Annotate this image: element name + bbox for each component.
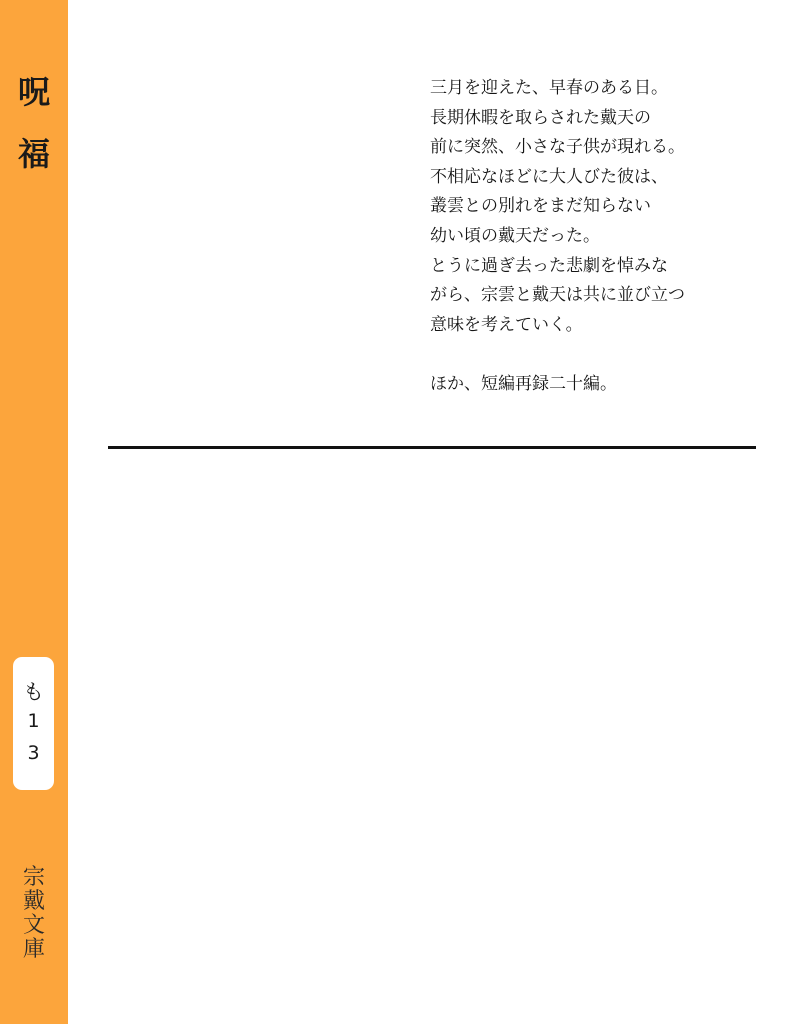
synopsis-line: 長期休暇を取らされた戴天の (430, 107, 651, 128)
publisher-label (0, 866, 68, 962)
synopsis-line: 意味を考えていく。 (430, 314, 583, 335)
synopsis-line: 叢雲との別れをまだ知らない (430, 196, 651, 217)
synopsis-line: 前に突然、小さな子供が現れる。 (430, 137, 685, 158)
publisher-char: 戴 (22, 889, 45, 914)
book-title-char: 福 (17, 135, 50, 173)
synopsis-extra: ほか、短編再録二十編。 (430, 373, 617, 394)
publisher-char: 文 (22, 913, 45, 938)
synopsis-line: がら、宗雲と戴天は共に並び立つ (430, 285, 685, 306)
series-digit: 3 (27, 742, 40, 764)
synopsis-text (430, 74, 770, 400)
synopsis-line: 不相応なほどに大人びた彼は、 (430, 166, 668, 187)
series-number-badge (13, 657, 54, 790)
synopsis-line: 三月を迎えた、早春のある日。 (430, 78, 668, 98)
divider-rule (108, 446, 756, 449)
cover-spine (0, 0, 68, 1024)
series-digit: 1 (27, 710, 40, 732)
series-kana: も (23, 680, 44, 704)
publisher-char: 宗 (22, 865, 45, 890)
book-title-char: 呪 (17, 73, 50, 111)
synopsis-line: 幼い頃の戴天だった。 (430, 225, 600, 246)
publisher-char: 庫 (22, 937, 45, 962)
synopsis-line: とうに過ぎ去った悲劇を悼みな (430, 255, 668, 276)
book-title (0, 72, 68, 196)
